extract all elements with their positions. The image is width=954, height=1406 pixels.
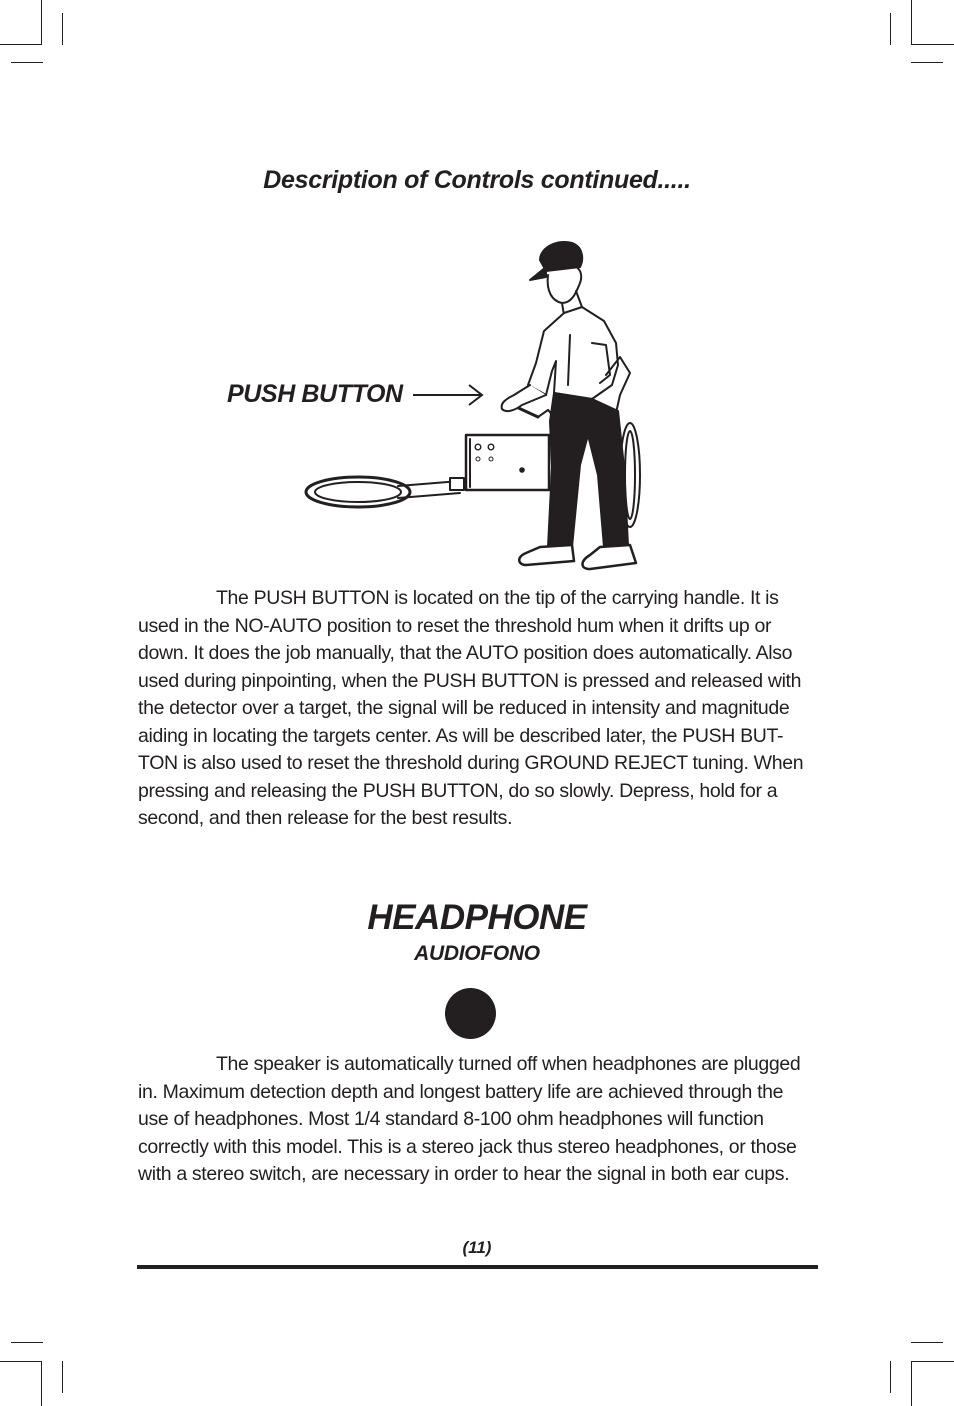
headphone-description — [138, 1051, 814, 1189]
callout-label: PUSH BUTTON — [227, 380, 403, 408]
operator-head — [530, 242, 582, 315]
footer-rule — [137, 1265, 818, 1269]
headphone-jack-icon — [445, 988, 496, 1039]
callout-arrow-icon — [411, 383, 485, 407]
push-button-description — [138, 585, 814, 833]
search-coil — [306, 477, 464, 507]
push-button-paragraph: The PUSH BUTTON is located on the tip of the carrying handle. It is used in the NO-AUTO position to reset the threshold hum when it drifts up or down. It does the job manually, that the AUTO position does automatically. Also used during pinpointing, when the PUSH BUTTON is pressed and released with the detector over a target, the signal will be reduced in intensity and magnitude aiding in locating the targets center. As will be described later, the PUSH BUT- TON is also used to reset the threshold during GROUND REJECT tuning. When pressing and releasing the PUSH BUTTON, do so slowly. Depress, hold for a second, and then release for the best results. — [138, 587, 804, 829]
operator-shoes — [519, 545, 636, 569]
page-number: (11) — [462, 1238, 492, 1257]
control-box — [466, 435, 549, 490]
headphone-title: HEADPHONE — [367, 898, 587, 937]
headphone-subtitle: AUDIOFONO — [414, 942, 540, 965]
section-heading: Description of Controls continued..... — [263, 166, 691, 194]
headphone-paragraph: The speaker is automatically turned off when headphones are plugged in. Maximum detection depth and longest battery life are achieved through the use of headphones. Most 1/4 standard 8-100 ohm headphones will function correctly with this model. This is a stereo jack thus stereo headphones, or those with a stereo switch, are necessary in order to hear the signal in both ear cups. — [138, 1053, 801, 1185]
operator-trousers — [548, 393, 628, 547]
push-button-callout — [227, 380, 485, 409]
